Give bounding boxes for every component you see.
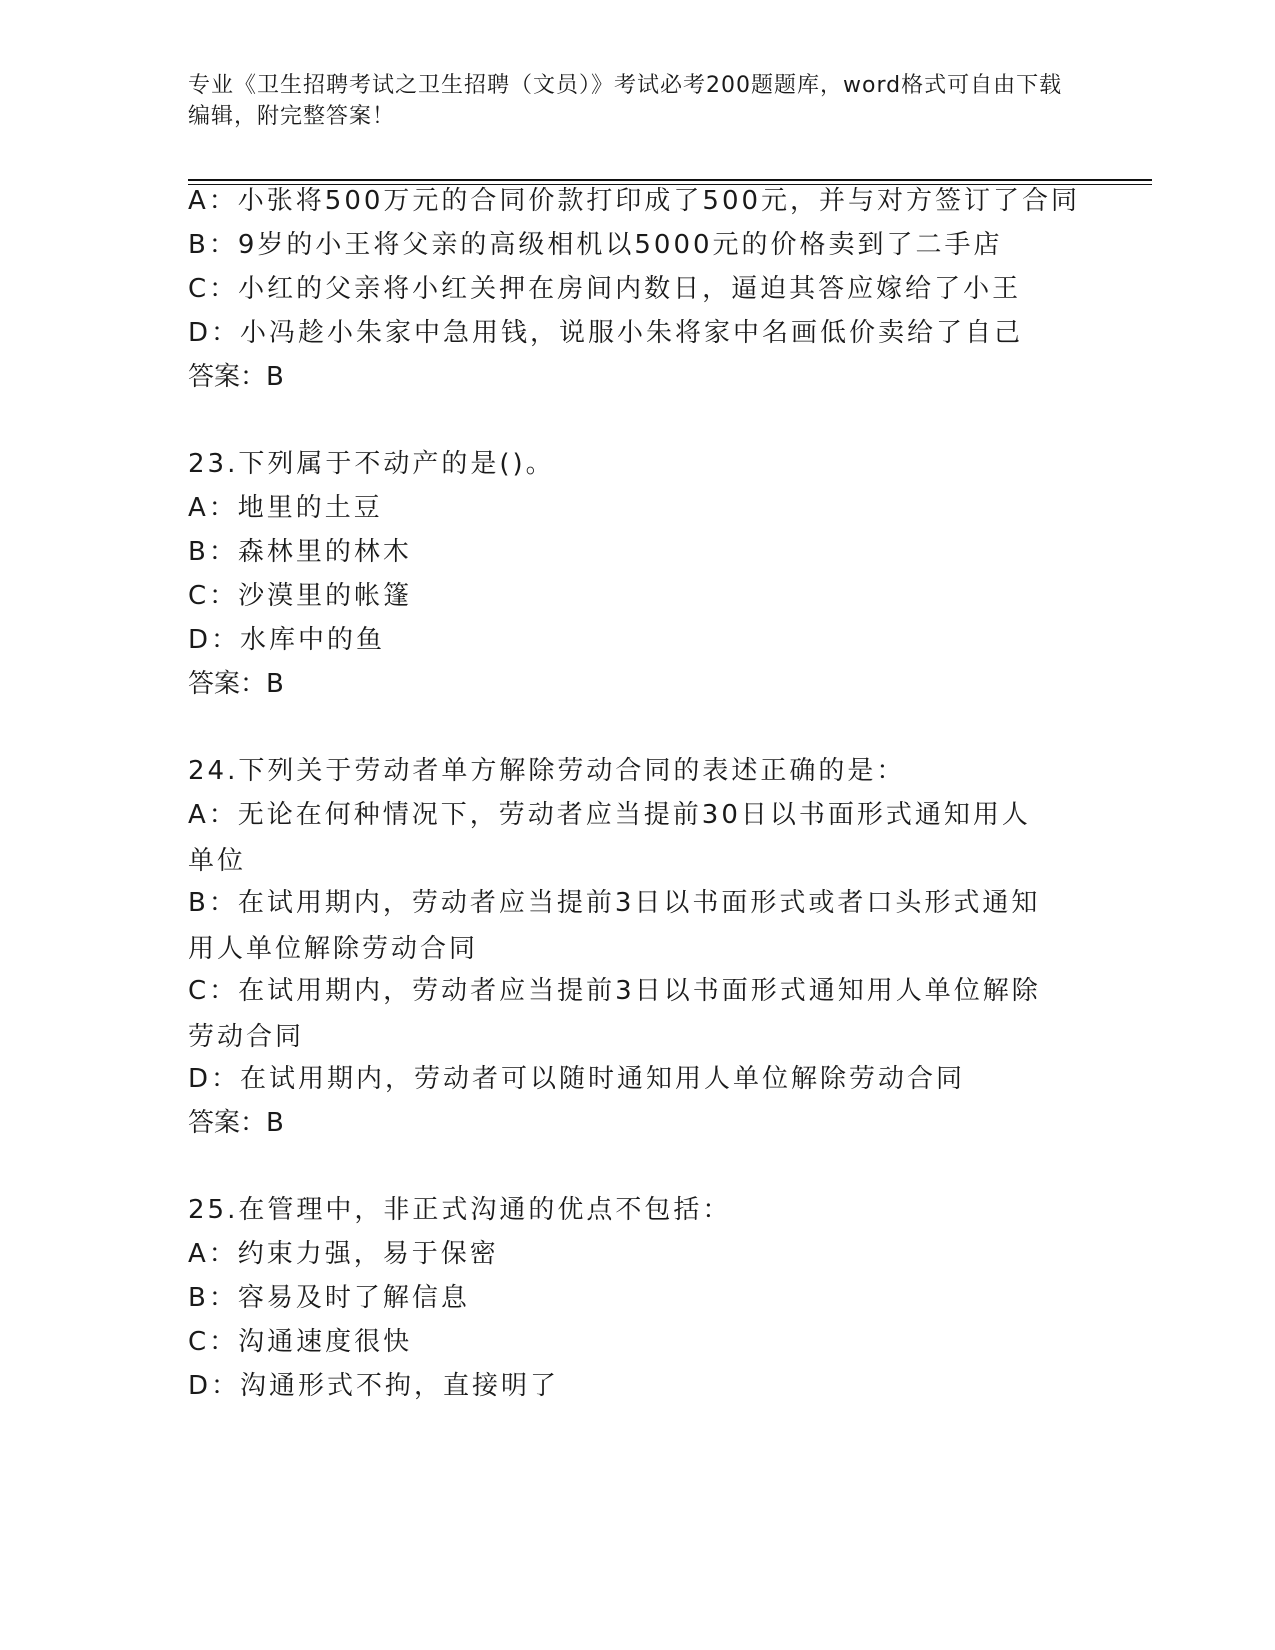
q25-option-c: C：沟通速度很快 (188, 1327, 413, 1357)
q23-question: 23.下列属于不动产的是()。 (188, 449, 555, 479)
q24-option-a: A：无论在何种情况下，劳动者应当提前30日以书面形式通知用人单位 (188, 800, 1031, 876)
q22-option-a: A：小张将500万元的合同价款打印成了500元，并与对方签订了合同 (188, 186, 1081, 216)
q24-option-d: D：在试用期内，劳动者可以随时通知用人单位解除劳动合同 (188, 1064, 966, 1094)
q23-option-a: A：地里的土豆 (188, 493, 383, 523)
q22-answer: 答案：B (188, 362, 284, 392)
q25-option-a: A：约束力强，易于保密 (188, 1239, 499, 1269)
q24-answer: 答案：B (188, 1108, 284, 1138)
q25-option-b: B：容易及时了解信息 (188, 1283, 470, 1313)
q23-option-c: C：沙漠里的帐篷 (188, 581, 413, 611)
q24-option-b: B：在试用期内，劳动者应当提前3日以书面形式或者口头形式通知用人单位解除劳动合同 (188, 888, 1041, 964)
q24-question: 24.下列关于劳动者单方解除劳动合同的表述正确的是： (188, 756, 906, 786)
q25-option-d: D：沟通形式不拘，直接明了 (188, 1371, 560, 1401)
document-header: 专业《卫生招聘考试之卫生招聘（文员）》考试必考200题题库，word格式可自由下载编辑，附完整答案！ (188, 73, 1063, 129)
q25-question: 25.在管理中，非正式沟通的优点不包括： (188, 1195, 732, 1225)
q23-answer: 答案：B (188, 669, 284, 699)
q23-option-b: B：森林里的林木 (188, 537, 412, 567)
q22-option-b: B：9岁的小王将父亲的高级相机以5000元的价格卖到了二手店 (188, 230, 1003, 260)
q22-option-d: D：小冯趁小朱家中急用钱，说服小朱将家中名画低价卖给了自己 (188, 318, 1024, 348)
q23-option-d: D：水库中的鱼 (188, 625, 386, 655)
q22-option-c: C：小红的父亲将小红关押在房间内数日，逼迫其答应嫁给了小王 (188, 274, 1022, 304)
q24-option-c: C：在试用期内，劳动者应当提前3日以书面形式通知用人单位解除劳动合同 (188, 976, 1041, 1052)
